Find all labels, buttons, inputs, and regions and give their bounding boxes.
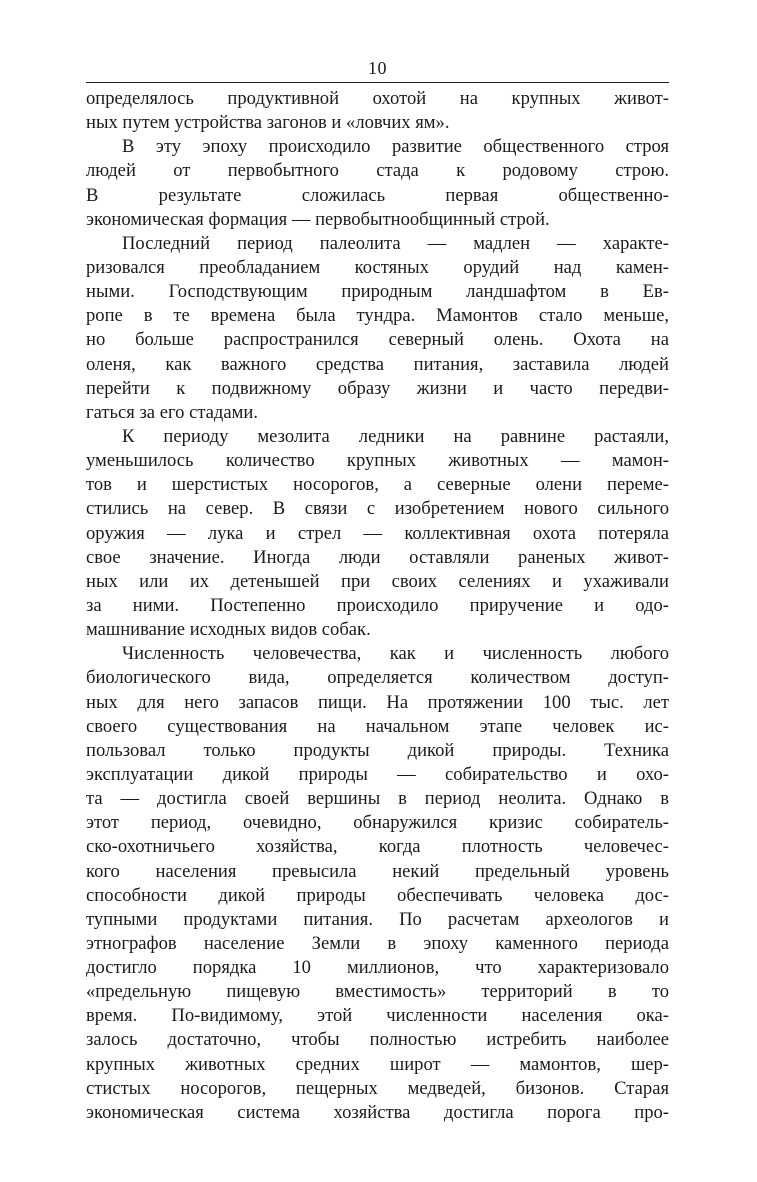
- text-line: уменьшилось количество крупных животных — мамон-: [86, 450, 669, 472]
- text-line: Численность человечества, как и численность любого: [122, 643, 669, 665]
- paragraph: [86, 87, 669, 135]
- paragraph: [86, 135, 669, 232]
- text-line: за ними. Постепенно происходило приручение и одо-: [86, 594, 669, 616]
- text-line: свое значение. Иногда люди оставляли раненых живот-: [86, 546, 669, 568]
- text-line: Последний период палеолита — мадлен — характе-: [122, 232, 669, 254]
- text-line: биологического вида, определяется количеством доступ-: [86, 667, 669, 689]
- text-line: экономическая формация — первобытнообщинный строй.: [86, 208, 550, 230]
- text-line: В эту эпоху происходило развитие общественного строя: [122, 136, 669, 158]
- text-line: В результате сложилась первая общественно-: [86, 184, 669, 206]
- text-line: тупными продуктами питания. По расчетам археологов и: [86, 908, 669, 930]
- text-line: залось достаточно, чтобы полностью истребить наиболее: [86, 1029, 669, 1051]
- text-line: этот период, очевидно, обнаружился кризис собиратель-: [86, 812, 669, 834]
- text-line: этнографов население Земли в эпоху каменного периода: [86, 932, 669, 954]
- text-line: ризовался преобладанием костяных орудий над камен-: [86, 256, 669, 278]
- text-line: стились на север. В связи с изобретением нового сильного: [86, 498, 669, 520]
- text-line: гаться за его стадами.: [86, 401, 259, 423]
- text-line: достигло порядка 10 миллионов, что характеризовало: [86, 957, 669, 979]
- text-line: эксплуатации дикой природы — собирательство и охо-: [86, 763, 669, 785]
- text-line: тов и шерстистых носорогов, а северные олени переме-: [86, 474, 669, 496]
- text-line: определялось продуктивной охотой на крупных живот-: [86, 88, 669, 109]
- text-line: кого населения превысила некий предельный уровень: [86, 860, 669, 882]
- text-line: но больше распространился северный олень. Охота на: [86, 329, 669, 351]
- text-line: своего существования на начальном этапе человек ис-: [86, 715, 669, 737]
- page-number: 10: [368, 58, 387, 78]
- book-page: [86, 56, 669, 1125]
- text-line: та — достигла своей вершины в период неолита. Однако в: [86, 788, 669, 810]
- paragraph: [86, 425, 669, 642]
- text-line: «предельную пищевую вместимость» территорий в то: [86, 981, 669, 1003]
- text-line: К периоду мезолита ледники на равнине растаяли,: [122, 425, 669, 447]
- text-line: крупных животных средних широт — мамонтов, шер-: [86, 1053, 669, 1075]
- text-line: оружия — лука и стрел — коллективная охота потеряла: [86, 522, 669, 544]
- text-line: оленя, как важного средства питания, заставила людей: [86, 353, 669, 375]
- text-line: людей от первобытного стада к родовому строю.: [86, 160, 669, 182]
- text-line: ропе в те времена была тундра. Мамонтов стало меньше,: [86, 305, 669, 327]
- text-line: ных или их детенышей при своих селениях и ухаживали: [86, 570, 669, 592]
- body-text: [86, 87, 669, 1125]
- text-line: пользовал только продукты дикой природы. Техника: [86, 739, 669, 761]
- text-line: ными. Господствующим природным ландшафтом в Ев-: [86, 281, 669, 303]
- text-line: стистых носорогов, пещерных медведей, бизонов. Старая: [86, 1077, 669, 1099]
- text-line: ско-охотничьего хозяйства, когда плотность человечес-: [86, 836, 669, 858]
- header-rule: [86, 82, 669, 83]
- text-line: ных путем устройства загонов и «ловчих ям».: [86, 112, 450, 134]
- paragraph: [86, 232, 669, 425]
- text-line: перейти к подвижному образу жизни и часто передви-: [86, 377, 669, 399]
- paragraph: [86, 642, 669, 1125]
- text-line: способности дикой природы обеспечивать человека дос-: [86, 884, 669, 906]
- text-line: время. По-видимому, этой численности населения ока-: [86, 1005, 669, 1027]
- text-line: экономическая система хозяйства достигла порога про-: [86, 1101, 669, 1123]
- text-line: машнивание исходных видов собак.: [86, 619, 371, 641]
- text-line: ных для него запасов пищи. На протяжении 100 тыс. лет: [86, 691, 669, 713]
